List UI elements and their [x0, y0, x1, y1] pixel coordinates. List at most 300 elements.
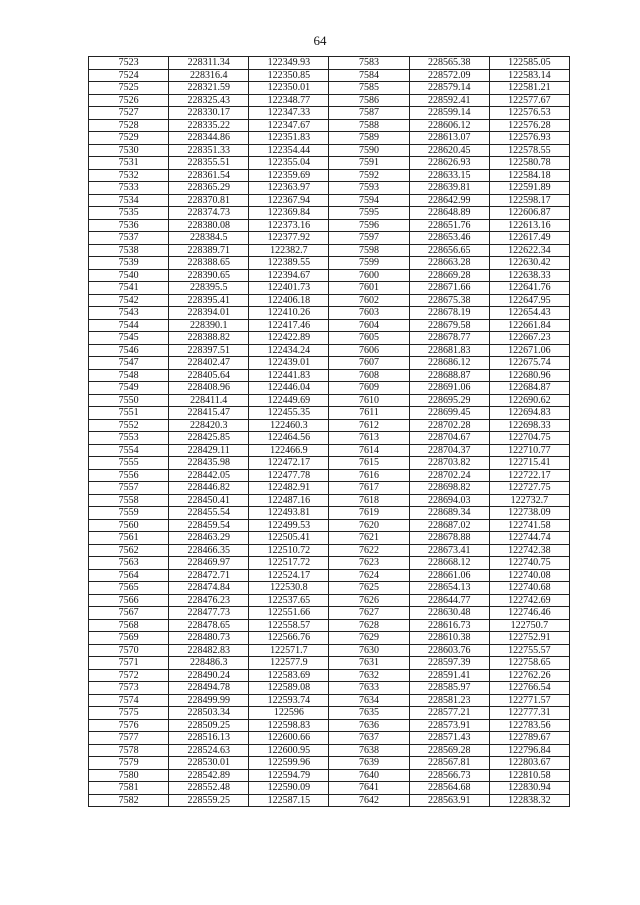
right-point-number-cell: 7598	[329, 244, 409, 257]
page-number: 64	[313, 33, 327, 48]
right-point-number-cell: 7613	[329, 432, 409, 445]
table-row	[89, 107, 570, 120]
table-row	[89, 582, 570, 595]
left-x-coordinate-cell: 228477.73	[169, 607, 249, 620]
table-row	[89, 744, 570, 757]
right-point-number-cell: 7615	[329, 457, 409, 470]
right-point-number-cell: 7634	[329, 694, 409, 707]
left-y-coordinate-cell: 122406.18	[249, 294, 329, 307]
left-point-number-cell: 7568	[89, 619, 169, 632]
left-y-coordinate-cell: 122367.94	[249, 194, 329, 207]
left-x-coordinate-cell: 228480.73	[169, 632, 249, 645]
left-y-coordinate-cell: 122351.83	[249, 132, 329, 145]
right-point-number-cell: 7602	[329, 294, 409, 307]
table-row	[89, 594, 570, 607]
right-y-coordinate-cell: 122667.23	[489, 332, 569, 345]
left-point-number-cell: 7581	[89, 782, 169, 795]
right-point-number-cell: 7585	[329, 82, 409, 95]
right-y-coordinate-cell: 122783.56	[489, 719, 569, 732]
right-x-coordinate-cell: 228585.97	[409, 682, 489, 695]
table-row	[89, 182, 570, 195]
left-y-coordinate-cell: 122417.46	[249, 319, 329, 332]
left-x-coordinate-cell: 228516.13	[169, 732, 249, 745]
left-x-coordinate-cell: 228344.86	[169, 132, 249, 145]
left-y-coordinate-cell: 122373.16	[249, 219, 329, 232]
left-y-coordinate-cell: 122349.93	[249, 57, 329, 70]
left-x-coordinate-cell: 228476.23	[169, 594, 249, 607]
left-y-coordinate-cell: 122600.95	[249, 744, 329, 757]
left-x-coordinate-cell: 228429.11	[169, 444, 249, 457]
table-row	[89, 694, 570, 707]
left-point-number-cell: 7579	[89, 757, 169, 770]
right-x-coordinate-cell: 228603.76	[409, 644, 489, 657]
right-x-coordinate-cell: 228698.82	[409, 482, 489, 495]
left-x-coordinate-cell: 228482.83	[169, 644, 249, 657]
right-x-coordinate-cell: 228633.15	[409, 169, 489, 182]
right-y-coordinate-cell: 122758.65	[489, 657, 569, 670]
table-row	[89, 319, 570, 332]
left-point-number-cell: 7559	[89, 507, 169, 520]
right-x-coordinate-cell: 228661.06	[409, 569, 489, 582]
table-row	[89, 307, 570, 320]
table-row	[89, 457, 570, 470]
left-x-coordinate-cell: 228503.34	[169, 707, 249, 720]
left-x-coordinate-cell: 228446.82	[169, 482, 249, 495]
right-point-number-cell: 7603	[329, 307, 409, 320]
right-point-number-cell: 7618	[329, 494, 409, 507]
left-x-coordinate-cell: 228490.24	[169, 669, 249, 682]
right-y-coordinate-cell: 122715.41	[489, 457, 569, 470]
left-point-number-cell: 7531	[89, 157, 169, 170]
left-point-number-cell: 7580	[89, 769, 169, 782]
right-y-coordinate-cell: 122752.91	[489, 632, 569, 645]
right-y-coordinate-cell: 122722.17	[489, 469, 569, 482]
left-x-coordinate-cell: 228405.64	[169, 369, 249, 382]
table-row	[89, 444, 570, 457]
right-x-coordinate-cell: 228654.13	[409, 582, 489, 595]
right-x-coordinate-cell: 228704.67	[409, 432, 489, 445]
left-y-coordinate-cell: 122382.7	[249, 244, 329, 257]
right-x-coordinate-cell: 228653.46	[409, 232, 489, 245]
right-y-coordinate-cell: 122647.95	[489, 294, 569, 307]
left-point-number-cell: 7564	[89, 569, 169, 582]
table-row	[89, 157, 570, 170]
left-y-coordinate-cell: 122524.17	[249, 569, 329, 582]
left-point-number-cell: 7566	[89, 594, 169, 607]
table-row	[89, 369, 570, 382]
left-y-coordinate-cell: 122369.84	[249, 207, 329, 220]
right-x-coordinate-cell: 228689.34	[409, 507, 489, 520]
right-point-number-cell: 7606	[329, 344, 409, 357]
left-point-number-cell: 7534	[89, 194, 169, 207]
left-x-coordinate-cell: 228552.48	[169, 782, 249, 795]
right-y-coordinate-cell: 122738.09	[489, 507, 569, 520]
right-x-coordinate-cell: 228691.06	[409, 382, 489, 395]
left-point-number-cell: 7533	[89, 182, 169, 195]
right-point-number-cell: 7637	[329, 732, 409, 745]
table-row	[89, 169, 570, 182]
left-point-number-cell: 7536	[89, 219, 169, 232]
table-row	[89, 644, 570, 657]
table-row	[89, 332, 570, 345]
right-point-number-cell: 7611	[329, 407, 409, 420]
right-y-coordinate-cell: 122742.38	[489, 544, 569, 557]
right-x-coordinate-cell: 228592.41	[409, 94, 489, 107]
right-point-number-cell: 7586	[329, 94, 409, 107]
coordinates-table	[88, 56, 570, 807]
right-y-coordinate-cell: 122581.21	[489, 82, 569, 95]
left-x-coordinate-cell: 228402.47	[169, 357, 249, 370]
left-x-coordinate-cell: 228425.85	[169, 432, 249, 445]
right-y-coordinate-cell: 122584.18	[489, 169, 569, 182]
left-point-number-cell: 7553	[89, 432, 169, 445]
right-y-coordinate-cell: 122750.7	[489, 619, 569, 632]
left-y-coordinate-cell: 122598.83	[249, 719, 329, 732]
left-x-coordinate-cell: 228466.35	[169, 544, 249, 557]
table-row	[89, 344, 570, 357]
right-point-number-cell: 7587	[329, 107, 409, 120]
right-x-coordinate-cell: 228644.77	[409, 594, 489, 607]
left-x-coordinate-cell: 228394.01	[169, 307, 249, 320]
table-row	[89, 494, 570, 507]
left-point-number-cell: 7570	[89, 644, 169, 657]
right-x-coordinate-cell: 228577.21	[409, 707, 489, 720]
right-x-coordinate-cell: 228648.89	[409, 207, 489, 220]
table-row	[89, 382, 570, 395]
table-row	[89, 769, 570, 782]
right-point-number-cell: 7601	[329, 282, 409, 295]
left-point-number-cell: 7561	[89, 532, 169, 545]
right-x-coordinate-cell: 228678.19	[409, 307, 489, 320]
left-x-coordinate-cell: 228361.54	[169, 169, 249, 182]
left-x-coordinate-cell: 228330.17	[169, 107, 249, 120]
table-row	[89, 94, 570, 107]
right-x-coordinate-cell: 228571.43	[409, 732, 489, 745]
left-y-coordinate-cell: 122505.41	[249, 532, 329, 545]
right-point-number-cell: 7641	[329, 782, 409, 795]
left-y-coordinate-cell: 122558.57	[249, 619, 329, 632]
table-row	[89, 294, 570, 307]
right-point-number-cell: 7625	[329, 582, 409, 595]
left-point-number-cell: 7575	[89, 707, 169, 720]
right-point-number-cell: 7630	[329, 644, 409, 657]
left-y-coordinate-cell: 122439.01	[249, 357, 329, 370]
right-point-number-cell: 7640	[329, 769, 409, 782]
right-point-number-cell: 7617	[329, 482, 409, 495]
table-row	[89, 119, 570, 132]
table-row	[89, 657, 570, 670]
right-point-number-cell: 7589	[329, 132, 409, 145]
right-y-coordinate-cell: 122675.74	[489, 357, 569, 370]
left-y-coordinate-cell: 122571.7	[249, 644, 329, 657]
table-row	[89, 532, 570, 545]
right-y-coordinate-cell: 122585.05	[489, 57, 569, 70]
right-x-coordinate-cell: 228606.12	[409, 119, 489, 132]
left-y-coordinate-cell: 122530.8	[249, 582, 329, 595]
right-y-coordinate-cell: 122671.06	[489, 344, 569, 357]
right-x-coordinate-cell: 228686.12	[409, 357, 489, 370]
coordinates-table-body	[89, 57, 570, 807]
table-row	[89, 82, 570, 95]
right-point-number-cell: 7597	[329, 232, 409, 245]
right-x-coordinate-cell: 228679.58	[409, 319, 489, 332]
left-point-number-cell: 7555	[89, 457, 169, 470]
right-point-number-cell: 7584	[329, 69, 409, 82]
left-point-number-cell: 7529	[89, 132, 169, 145]
right-x-coordinate-cell: 228703.82	[409, 457, 489, 470]
table-row	[89, 507, 570, 520]
left-point-number-cell: 7537	[89, 232, 169, 245]
right-x-coordinate-cell: 228610.38	[409, 632, 489, 645]
left-x-coordinate-cell: 228395.5	[169, 282, 249, 295]
table-row	[89, 469, 570, 482]
right-point-number-cell: 7593	[329, 182, 409, 195]
left-y-coordinate-cell: 122449.69	[249, 394, 329, 407]
right-point-number-cell: 7636	[329, 719, 409, 732]
right-x-coordinate-cell: 228681.83	[409, 344, 489, 357]
left-x-coordinate-cell: 228469.97	[169, 557, 249, 570]
table-row	[89, 732, 570, 745]
left-y-coordinate-cell: 122499.53	[249, 519, 329, 532]
right-y-coordinate-cell: 122698.33	[489, 419, 569, 432]
right-y-coordinate-cell: 122661.84	[489, 319, 569, 332]
left-x-coordinate-cell: 228542.89	[169, 769, 249, 782]
left-y-coordinate-cell: 122441.83	[249, 369, 329, 382]
left-y-coordinate-cell: 122551.66	[249, 607, 329, 620]
left-y-coordinate-cell: 122493.81	[249, 507, 329, 520]
right-y-coordinate-cell: 122741.58	[489, 519, 569, 532]
table-row	[89, 269, 570, 282]
table-row	[89, 482, 570, 495]
left-y-coordinate-cell: 122347.33	[249, 107, 329, 120]
left-x-coordinate-cell: 228395.41	[169, 294, 249, 307]
left-point-number-cell: 7582	[89, 794, 169, 807]
left-y-coordinate-cell: 122593.74	[249, 694, 329, 707]
left-point-number-cell: 7538	[89, 244, 169, 257]
left-point-number-cell: 7576	[89, 719, 169, 732]
right-y-coordinate-cell: 122796.84	[489, 744, 569, 757]
table-row	[89, 207, 570, 220]
right-y-coordinate-cell: 122704.75	[489, 432, 569, 445]
right-x-coordinate-cell: 228704.37	[409, 444, 489, 457]
left-y-coordinate-cell: 122350.85	[249, 69, 329, 82]
left-point-number-cell: 7541	[89, 282, 169, 295]
right-point-number-cell: 7590	[329, 144, 409, 157]
right-x-coordinate-cell: 228688.87	[409, 369, 489, 382]
left-y-coordinate-cell: 122599.96	[249, 757, 329, 770]
right-y-coordinate-cell: 122746.46	[489, 607, 569, 620]
left-point-number-cell: 7523	[89, 57, 169, 70]
left-x-coordinate-cell: 228420.3	[169, 419, 249, 432]
right-x-coordinate-cell: 228678.77	[409, 332, 489, 345]
left-point-number-cell: 7524	[89, 69, 169, 82]
right-x-coordinate-cell: 228642.99	[409, 194, 489, 207]
right-x-coordinate-cell: 228702.28	[409, 419, 489, 432]
right-y-coordinate-cell: 122576.93	[489, 132, 569, 145]
right-x-coordinate-cell: 228599.14	[409, 107, 489, 120]
left-x-coordinate-cell: 228530.01	[169, 757, 249, 770]
table-row	[89, 57, 570, 70]
table-row	[89, 419, 570, 432]
left-x-coordinate-cell: 228388.82	[169, 332, 249, 345]
left-point-number-cell: 7549	[89, 382, 169, 395]
left-x-coordinate-cell: 228463.29	[169, 532, 249, 545]
left-x-coordinate-cell: 228486.3	[169, 657, 249, 670]
right-x-coordinate-cell: 228572.09	[409, 69, 489, 82]
left-x-coordinate-cell: 228351.33	[169, 144, 249, 157]
table-row	[89, 282, 570, 295]
left-point-number-cell: 7567	[89, 607, 169, 620]
right-y-coordinate-cell: 122810.58	[489, 769, 569, 782]
right-y-coordinate-cell: 122732.7	[489, 494, 569, 507]
right-point-number-cell: 7591	[329, 157, 409, 170]
left-point-number-cell: 7577	[89, 732, 169, 745]
left-x-coordinate-cell: 228370.81	[169, 194, 249, 207]
left-point-number-cell: 7572	[89, 669, 169, 682]
left-x-coordinate-cell: 228450.41	[169, 494, 249, 507]
right-point-number-cell: 7599	[329, 257, 409, 270]
left-x-coordinate-cell: 228435.98	[169, 457, 249, 470]
left-y-coordinate-cell: 122350.01	[249, 82, 329, 95]
table-row	[89, 232, 570, 245]
right-x-coordinate-cell: 228626.93	[409, 157, 489, 170]
table-row	[89, 257, 570, 270]
left-point-number-cell: 7557	[89, 482, 169, 495]
table-row	[89, 794, 570, 807]
right-y-coordinate-cell: 122654.43	[489, 307, 569, 320]
table-row	[89, 707, 570, 720]
right-y-coordinate-cell: 122762.26	[489, 669, 569, 682]
left-x-coordinate-cell: 228499.99	[169, 694, 249, 707]
left-point-number-cell: 7556	[89, 469, 169, 482]
left-x-coordinate-cell: 228390.65	[169, 269, 249, 282]
left-point-number-cell: 7574	[89, 694, 169, 707]
table-row	[89, 719, 570, 732]
left-x-coordinate-cell: 228509.25	[169, 719, 249, 732]
right-y-coordinate-cell: 122617.49	[489, 232, 569, 245]
right-y-coordinate-cell: 122740.08	[489, 569, 569, 582]
left-y-coordinate-cell: 122517.72	[249, 557, 329, 570]
left-point-number-cell: 7540	[89, 269, 169, 282]
table-row	[89, 407, 570, 420]
right-y-coordinate-cell: 122578.55	[489, 144, 569, 157]
left-x-coordinate-cell: 228415.47	[169, 407, 249, 420]
table-row	[89, 244, 570, 257]
right-point-number-cell: 7600	[329, 269, 409, 282]
right-x-coordinate-cell: 228663.28	[409, 257, 489, 270]
left-point-number-cell: 7545	[89, 332, 169, 345]
left-y-coordinate-cell: 122477.78	[249, 469, 329, 482]
left-x-coordinate-cell: 228335.22	[169, 119, 249, 132]
right-point-number-cell: 7607	[329, 357, 409, 370]
table-row	[89, 682, 570, 695]
right-x-coordinate-cell: 228630.48	[409, 607, 489, 620]
right-x-coordinate-cell: 228591.41	[409, 669, 489, 682]
right-x-coordinate-cell: 228678.88	[409, 532, 489, 545]
right-x-coordinate-cell: 228699.45	[409, 407, 489, 420]
left-x-coordinate-cell: 228472.71	[169, 569, 249, 582]
left-y-coordinate-cell: 122589.08	[249, 682, 329, 695]
right-y-coordinate-cell: 122710.77	[489, 444, 569, 457]
right-point-number-cell: 7642	[329, 794, 409, 807]
left-point-number-cell: 7554	[89, 444, 169, 457]
left-point-number-cell: 7527	[89, 107, 169, 120]
left-point-number-cell: 7532	[89, 169, 169, 182]
table-row	[89, 357, 570, 370]
table-row	[89, 144, 570, 157]
right-y-coordinate-cell: 122694.83	[489, 407, 569, 420]
table-row	[89, 782, 570, 795]
table-row	[89, 632, 570, 645]
left-point-number-cell: 7552	[89, 419, 169, 432]
right-point-number-cell: 7619	[329, 507, 409, 520]
left-point-number-cell: 7562	[89, 544, 169, 557]
left-y-coordinate-cell: 122455.35	[249, 407, 329, 420]
left-point-number-cell: 7550	[89, 394, 169, 407]
left-x-coordinate-cell: 228559.25	[169, 794, 249, 807]
right-x-coordinate-cell: 228694.03	[409, 494, 489, 507]
left-y-coordinate-cell: 122594.79	[249, 769, 329, 782]
right-x-coordinate-cell: 228620.45	[409, 144, 489, 157]
right-point-number-cell: 7622	[329, 544, 409, 557]
right-x-coordinate-cell: 228675.38	[409, 294, 489, 307]
right-y-coordinate-cell: 122580.78	[489, 157, 569, 170]
right-point-number-cell: 7624	[329, 569, 409, 582]
left-point-number-cell: 7530	[89, 144, 169, 157]
left-x-coordinate-cell: 228390.1	[169, 319, 249, 332]
left-x-coordinate-cell: 228474.84	[169, 582, 249, 595]
left-y-coordinate-cell: 122537.65	[249, 594, 329, 607]
right-y-coordinate-cell: 122803.67	[489, 757, 569, 770]
right-point-number-cell: 7639	[329, 757, 409, 770]
right-point-number-cell: 7638	[329, 744, 409, 757]
right-x-coordinate-cell: 228668.12	[409, 557, 489, 570]
right-x-coordinate-cell: 228673.41	[409, 544, 489, 557]
left-point-number-cell: 7542	[89, 294, 169, 307]
left-point-number-cell: 7569	[89, 632, 169, 645]
left-x-coordinate-cell: 228455.54	[169, 507, 249, 520]
left-y-coordinate-cell: 122472.17	[249, 457, 329, 470]
table-row	[89, 607, 570, 620]
right-y-coordinate-cell: 122771.57	[489, 694, 569, 707]
right-point-number-cell: 7631	[329, 657, 409, 670]
right-point-number-cell: 7628	[329, 619, 409, 632]
right-x-coordinate-cell: 228702.24	[409, 469, 489, 482]
right-y-coordinate-cell: 122740.68	[489, 582, 569, 595]
left-y-coordinate-cell: 122355.04	[249, 157, 329, 170]
left-y-coordinate-cell: 122394.67	[249, 269, 329, 282]
left-point-number-cell: 7525	[89, 82, 169, 95]
right-x-coordinate-cell: 228669.28	[409, 269, 489, 282]
right-point-number-cell: 7621	[329, 532, 409, 545]
left-x-coordinate-cell: 228384.5	[169, 232, 249, 245]
right-point-number-cell: 7595	[329, 207, 409, 220]
right-y-coordinate-cell: 122789.67	[489, 732, 569, 745]
table-row	[89, 219, 570, 232]
left-y-coordinate-cell: 122377.92	[249, 232, 329, 245]
right-point-number-cell: 7605	[329, 332, 409, 345]
right-point-number-cell: 7588	[329, 119, 409, 132]
left-y-coordinate-cell: 122434.24	[249, 344, 329, 357]
table-row	[89, 557, 570, 570]
right-y-coordinate-cell: 122680.96	[489, 369, 569, 382]
right-x-coordinate-cell: 228564.68	[409, 782, 489, 795]
table-row	[89, 519, 570, 532]
table-row	[89, 619, 570, 632]
left-x-coordinate-cell: 228374.73	[169, 207, 249, 220]
left-y-coordinate-cell: 122464.56	[249, 432, 329, 445]
left-x-coordinate-cell: 228397.51	[169, 344, 249, 357]
